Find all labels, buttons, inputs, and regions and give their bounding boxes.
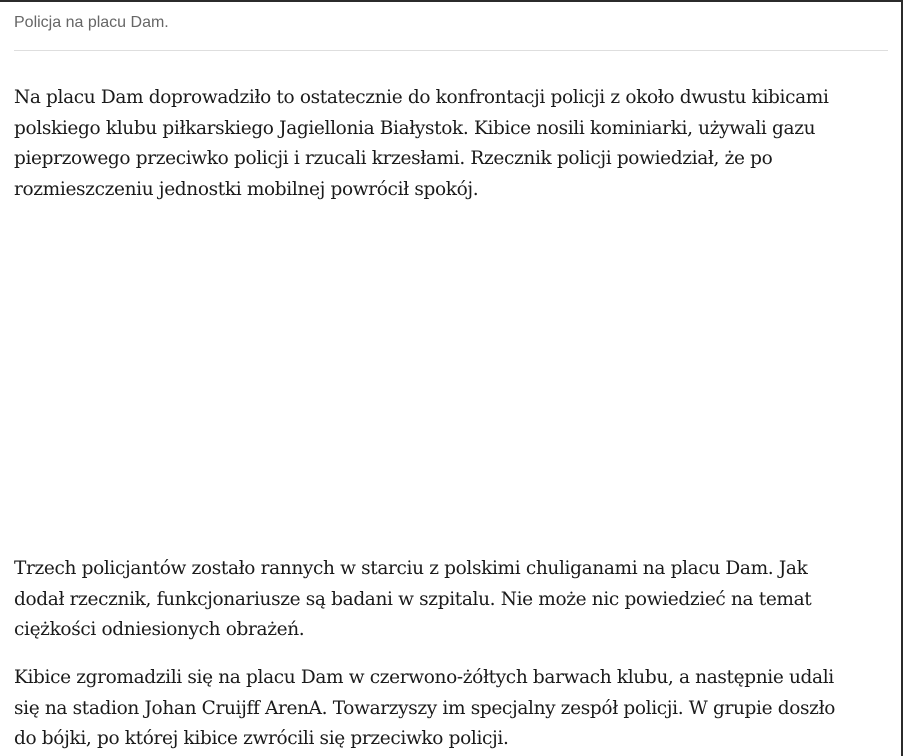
paragraph-line: ciężkości odniesionych obrażeń. <box>14 619 305 640</box>
paragraph-line: pieprzowego przeciwko policji i rzucali krzesłami. Rzecznik policji powiedział, że po <box>14 148 773 169</box>
paragraph-line: się na stadion Johan Cruijff ArenA. Towarzyszy im specjalny zespół policji. W grupie doszło <box>14 697 836 719</box>
embedded-media-placeholder <box>14 212 888 532</box>
article-paragraph-3 <box>14 663 894 755</box>
paragraph-line: rozmieszczeniu jednostki mobilnej powrócił spokój. <box>14 178 479 200</box>
paragraph-line: Trzech policjantów zostało rannych w starciu z polskimi chuliganami na placu Dam. Jak <box>14 558 808 579</box>
paragraph-line: dodał rzecznik, funkcjonariusze są badani w szpitalu. Nie może nic powiedzieć na temat <box>14 588 812 610</box>
paragraph-line: do bójki, po której kibice zwrócili się przeciwko policji. <box>14 728 509 749</box>
article-paragraph-1 <box>14 83 894 205</box>
article-paragraph-2 <box>14 554 894 646</box>
paragraph-line: Na placu Dam doprowadziło to ostatecznie do konfrontacji policji z około dwustu kibicami <box>14 87 829 108</box>
caption-divider <box>14 50 888 51</box>
paragraph-line: Kibice zgromadzili się na placu Dam w czerwono-żółtych barwach klubu, a następnie udali <box>14 667 834 688</box>
paragraph-line: polskiego klubu piłkarskiego Jagiellonia Białystok. Kibice nosili kominiarki, używali gazu <box>14 117 816 139</box>
image-caption: Policja na placu Dam. <box>14 14 169 31</box>
